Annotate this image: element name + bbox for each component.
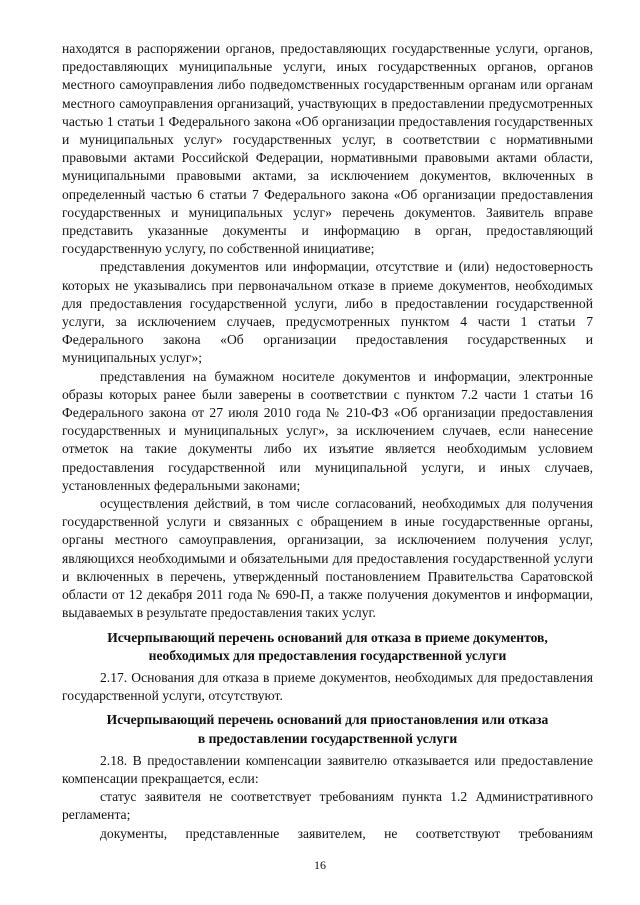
paragraph-clause: представления на бумажном носителе документов и информации, электронные образы которых ранее были заверены в соответствии с пунктом 7.2 части 1 статьи 16 Федерального закона от 27 июля 2010 года № 210-ФЗ «Об организации предоставления государственных и муниципальных услуг», за исключением случаев, если нанесение отметок на такие документы либо их изъятие является необходимым условием предоставления государственной или муниципальной услуги, и иных случаев, установленных федеральными законами; bbox=[62, 368, 593, 493]
section-heading-line: в предоставлении государственной услуги bbox=[197, 730, 458, 746]
section-heading bbox=[62, 629, 593, 665]
section-heading-line: Исчерпывающий перечень оснований для приостановления или отказа bbox=[106, 712, 549, 728]
paragraph-2-18: 2.18. В предоставлении компенсации заявителю отказывается или предоставление компенсации прекращается, если: bbox=[62, 752, 593, 786]
paragraph-2-17: 2.17. Основания для отказа в приеме документов, необходимых для предоставления государственной услуги, отсутствуют. bbox=[62, 669, 593, 704]
section-heading-line: необходимых для предоставления государственной услуги bbox=[148, 647, 507, 663]
paragraph-clause: осуществления действий, в том числе согласований, необходимых для получения государственной услуги и связанных с обращением в иные государственные органы, органы местного самоуправления, организации, за исключением получения услуг, являющихся необходимыми и обязательными для предоставления государственной услуги и включенных в перечень, утвержденный постановлением Правительства Саратовской области от 12 декабря 2011 года № 690-П, а также получения документов и информации, выдаваемых в результате предоставления таких услуг. bbox=[62, 496, 593, 621]
document-body bbox=[62, 40, 593, 843]
paragraph-clause: статус заявителя не соответствует требованиям пункта 1.2 Административного регламента; bbox=[62, 789, 593, 823]
paragraph-clause: документы, представленные заявителем, не соответствуют требованиям bbox=[100, 825, 593, 841]
paragraph-continuation: находятся в распоряжении органов, предоставляющих государственные услуги, органов, предоставляющих муниципальные услуги, иных государственных органов, органов местного самоуправления либо подведомственных государственным органам или органам местного самоуправления организаций, участвующих в предоставлении предусмотренных частью 1 статьи 1 Федерального закона «Об организации предоставления государственных и муниципальных услуг» государственных услуг, в соответствии с нормативными правовыми актами Российской Федерации, нормативными правовыми актами области, муниципальными правовыми актами, за исключением документов, включенных в определенный частью 6 статьи 7 Федерального закона «Об организации предоставления государственных и муниципальных услуг» перечень документов. Заявитель вправе представить указанные документы и информацию в орган, предоставляющий государственную услугу, по собственной инициативе; bbox=[62, 41, 593, 257]
page-number: 16 bbox=[314, 858, 326, 872]
section-heading-line: Исчерпывающий перечень оснований для отказа в приеме документов, bbox=[107, 629, 548, 645]
section-heading bbox=[62, 711, 593, 747]
paragraph-clause: представления документов или информации, отсутствие и (или) недостоверность которых не указывались при первоначальном отказе в приеме документов, необходимых для предоставления государственной услуги, либо в предоставлении государственной услуги, за исключением случаев, предусмотренных пунктом 4 части 1 статьи 7 Федерального закона «Об организации предоставления государственных и муниципальных услуг»; bbox=[62, 259, 593, 366]
